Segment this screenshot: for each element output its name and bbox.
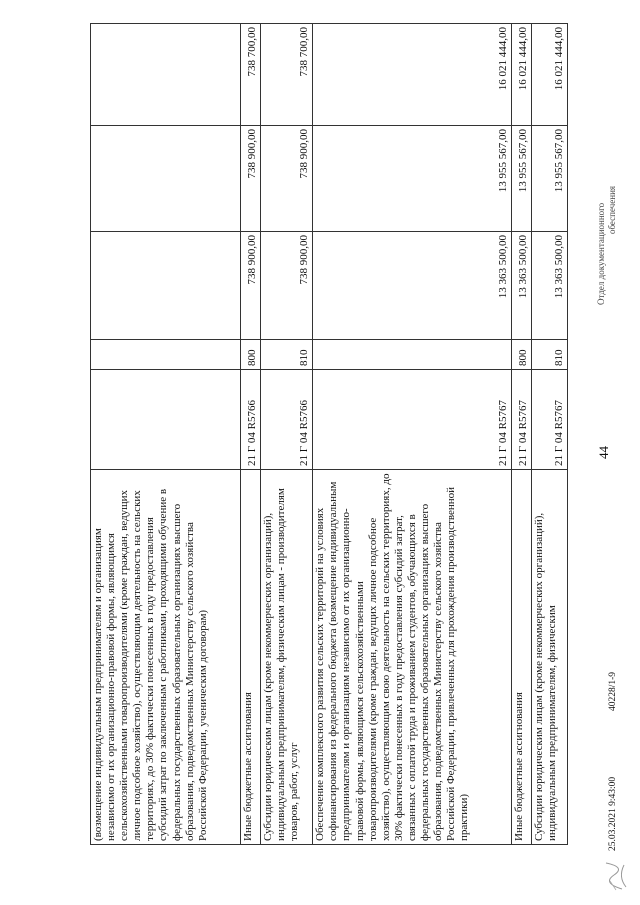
row-expense-type: 800 — [511, 340, 531, 370]
row-expense-type: 800 — [240, 340, 260, 370]
table-row — [531, 24, 567, 845]
row-amount-3: 16 021 444,00 — [313, 24, 512, 126]
row-code: 21 Г 04 R5766 — [260, 370, 312, 470]
row-name: Обеспечение комплексного развития сельских территорий на условиях софинансирования из федерального бюджета (возмещение индивидуальным предпринимателям и организациям независимо от их организационно-правовой формы, являющимся сельскохозяйственными товаропроизводителями (кроме граждан, ведущих личное подсобное хозяйство), осуществляющим свою деятельность на сельских территориях, до 30% фактически понесенных в году предоставления субсидий затрат, связанных с оплатой труда и проживанием студентов, обучающихся в федеральных государственных образовательных организациях высшего образования, подведомственных Министерству сельского хозяйства Российской Федерации, привлеченных для прохождения производственной практики) — [313, 470, 512, 845]
row-amount-2: 13 955 567,00 — [313, 126, 512, 232]
row-expense-type — [313, 340, 512, 370]
footer-doc-id: 40228/1-9 — [608, 671, 618, 711]
row-amount-3: 16 021 444,00 — [511, 24, 531, 126]
row-amount-2 — [91, 126, 241, 232]
footer — [596, 353, 632, 893]
row-code: 21 Г 04 R5766 — [240, 370, 260, 470]
table-row — [91, 24, 241, 845]
row-amount-3: 16 021 444,00 — [531, 24, 567, 126]
approval-stamp-icon — [596, 859, 630, 893]
row-name: Субсидии юридическим лицам (кроме некоммерческих организаций), индивидуальным предпринимателям, физическим — [531, 470, 567, 845]
row-amount-1: 738 900,00 — [240, 232, 260, 340]
row-amount-2: 13 955 567,00 — [531, 126, 567, 232]
department-line-1: Отдел документационного — [596, 202, 606, 305]
table-row — [240, 24, 260, 845]
row-code: 21 Г 04 R5767 — [531, 370, 567, 470]
row-expense-type — [91, 340, 241, 370]
row-name: (возмещение индивидуальным предпринимателям и организациям независимо от их организационно-правовой формы, являющимся сельскохозяйственными товаропроизводителями (кроме граждан, ведущих личное подсобное хозяйство), осуществляющим деятельность на сельских территориях, до 30% фактически понесенных в году предоставления субсидий затрат по заключенным с работниками, проходящими обучение в федеральных государственных образовательных организациях высшего образования, подведомственных Министерству сельского хозяйства Российской Федерации, ученическим договорам) — [91, 470, 241, 845]
row-name: Иные бюджетные ассигнования — [240, 470, 260, 845]
row-amount-2: 738 900,00 — [260, 126, 312, 232]
table-row — [313, 24, 512, 845]
row-amount-2: 738 900,00 — [240, 126, 260, 232]
row-amount-1: 738 900,00 — [260, 232, 312, 340]
row-amount-3: 738 700,00 — [240, 24, 260, 126]
row-amount-1 — [91, 232, 241, 340]
row-amount-1: 13 363 500,00 — [531, 232, 567, 340]
row-name: Субсидии юридическим лицам (кроме некоммерческих организаций), индивидуальным предпринимателям, физическим лицам - производителям товаров, работ, услуг — [260, 470, 312, 845]
budget-table-body — [91, 24, 568, 845]
row-amount-3: 738 700,00 — [260, 24, 312, 126]
row-name: Иные бюджетные ассигнования — [511, 470, 531, 845]
department-line-2: обеспечения — [607, 185, 617, 235]
row-code — [91, 370, 241, 470]
row-expense-type: 810 — [260, 340, 312, 370]
page-number: 44 — [596, 446, 611, 459]
table-row — [511, 24, 531, 845]
row-code: 21 Г 04 R5767 — [511, 370, 531, 470]
row-amount-3 — [91, 24, 241, 126]
budget-table — [90, 23, 568, 845]
row-code: 21 Г 04 R5767 — [313, 370, 512, 470]
row-amount-1: 13 363 500,00 — [511, 232, 531, 340]
row-expense-type: 810 — [531, 340, 567, 370]
department-stamp — [596, 115, 618, 305]
table-row — [260, 24, 312, 845]
row-amount-1: 13 363 500,00 — [313, 232, 512, 340]
row-amount-2: 13 955 567,00 — [511, 126, 531, 232]
footer-timestamp: 25.03.2021 9:43:00 — [608, 776, 618, 851]
